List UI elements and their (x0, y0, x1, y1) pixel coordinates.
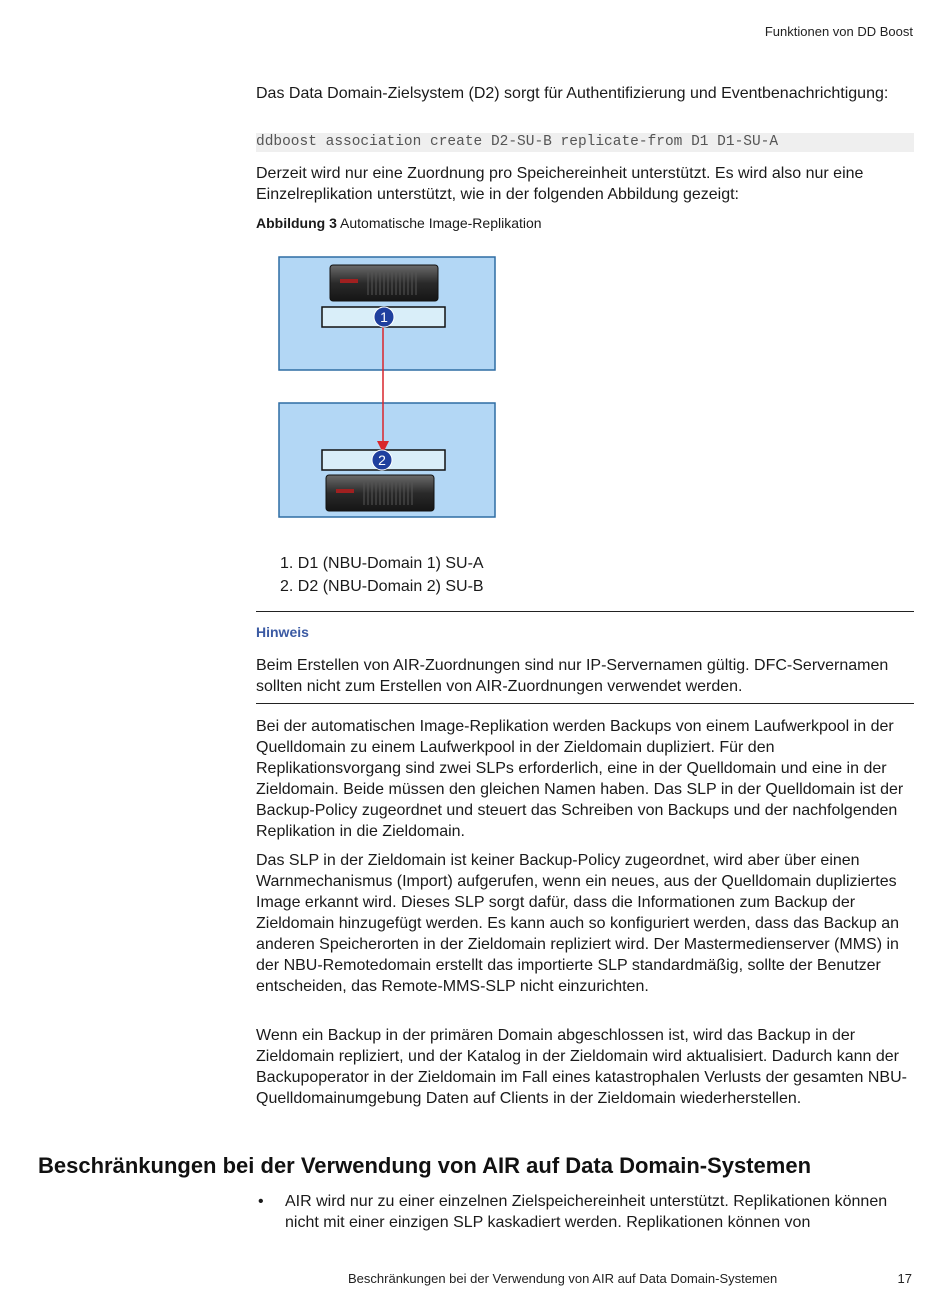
body-paragraph-1: Bei der automatischen Image-Replikation werden Backups von einem Laufwerkpool in der Quelldomain zu einem Laufwerkpool in der Zieldomain dupliziert. Für den Replikationsvorgang sind zwei SLPs erforderlich, eine in der Quelldomain und eine in der Zieldomain. Beide müssen den gleichen Namen haben. Das SLP in der Quelldomain ist der Backup-Policy zugeordnet und steuert das Schreiben von Backups und der nachfolgenden Replikation in die Zieldomain. (256, 718, 904, 840)
replication-figure (278, 255, 668, 520)
legend-item: 2. D2 (NBU-Domain 2) SU-B (280, 578, 484, 595)
storage-appliance-1-icon (330, 265, 438, 301)
note-top-rule (256, 611, 914, 612)
body-paragraph-2: Das SLP in der Zieldomain ist keiner Backup-Policy zugeordnet, wird aber über einen Warnmechanismus (Import) aufgerufen, wenn ein neues, aus der Quelldomain dupliziertes Image erkannt wird. Dieses SLP sorgt dafür, dass die Informationen zum Backup der Zieldomain hinzugefügt werden. Es kann auch so konfiguriert werden, dass das Backup an anderen Speicherorten in der Zieldomain repliziert wird. Der Mastermedienserver (MMS) in der NBU-Remotedomain erstellt das importierte SLP standardmäßig, sollte der Benutzer entscheiden, das Remote-MMS-SLP nicht einzurichten. (256, 852, 900, 995)
note-title: Hinweis (256, 624, 309, 640)
note-bottom-rule (256, 703, 914, 704)
figure-legend (280, 552, 484, 598)
support-paragraph: Derzeit wird nur eine Zuordnung pro Speichereinheit unterstützt. Es wird also nur eine Einzelreplikation unterstützt, wie in der folgenden Abbildung gezeigt: (256, 165, 864, 203)
note-text: Beim Erstellen von AIR-Zuordnungen sind nur IP-Servernamen gültig. DFC-Servernamen sollten nicht zum Erstellen von AIR-Zuordnungen verwendet werden. (256, 657, 889, 695)
body-paragraph-3: Wenn ein Backup in der primären Domain abgeschlossen ist, wird das Backup in der Zieldomain repliziert, und der Katalog in der Zieldomain wird aktualisiert. Dadurch kann der Backupoperator in der Zieldomain im Fall eines katastrophalen Verlusts der gesamten NBU-Quelldomainumgebung Daten auf Clients in der Zieldomain wiederherstellen. (256, 1027, 907, 1107)
bullet-item: AIR wird nur zu einer einzelnen Zielspeichereinheit unterstützt. Replikationen können nicht mit einer einzigen SLP kaskadiert werden. Replikationen können von (285, 1193, 888, 1231)
figure-caption (256, 215, 914, 231)
replication-diagram (278, 255, 668, 520)
footer-title: Beschränkungen bei der Verwendung von AIR auf Data Domain-Systemen (348, 1271, 778, 1286)
bullet-marker: • (258, 1193, 264, 1210)
legend-item: 1. D1 (NBU-Domain 1) SU-A (280, 555, 484, 572)
figure-label: Abbildung 3 (256, 215, 337, 231)
intro-paragraph: Das Data Domain-Zielsystem (D2) sorgt für Authentifizierung und Eventbenachrichtigung: (256, 85, 889, 102)
page-number: 17 (897, 1271, 912, 1286)
figure-caption-text: Automatische Image-Replikation (340, 215, 542, 231)
running-header: Funktionen von DD Boost (764, 24, 913, 39)
command-line: ddboost association create D2-SU-B replicate-from D1 D1-SU-A (256, 133, 914, 152)
storage-appliance-2-icon (326, 475, 434, 511)
section-heading: Beschränkungen bei der Verwendung von AIR auf Data Domain-Systemen (38, 1153, 812, 1178)
callout-1: 1 (380, 309, 388, 325)
callout-2: 2 (378, 452, 386, 468)
